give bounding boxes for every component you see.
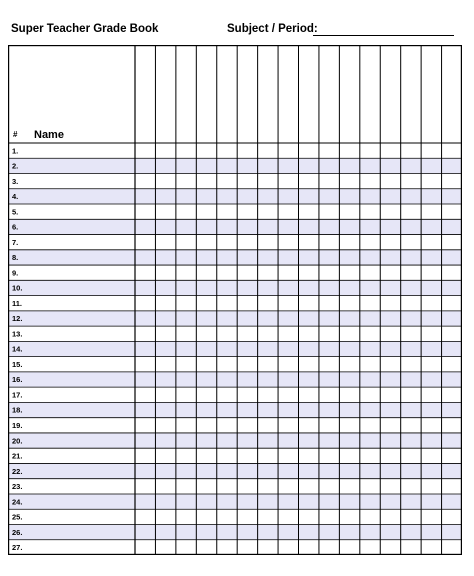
row-number: 16.: [12, 375, 23, 385]
row-shading: [8, 494, 462, 509]
row-number: 10.: [12, 283, 23, 293]
row-number: 4.: [12, 192, 19, 202]
row-number: 27.: [12, 543, 23, 553]
name-column-header: Name: [34, 129, 64, 141]
row-shading: [8, 433, 462, 448]
row-shading: [8, 341, 462, 356]
row-number: 9.: [12, 268, 19, 278]
row-shading: [8, 250, 462, 265]
row-shading: [8, 280, 462, 295]
row-shading: [8, 158, 462, 173]
row-shading: [8, 311, 462, 326]
row-shading: [8, 372, 462, 387]
row-number: 12.: [12, 314, 23, 324]
row-number: 21.: [12, 451, 23, 461]
row-number: 24.: [12, 497, 23, 507]
subject-period-label: Subject / Period:: [227, 23, 318, 35]
subject-period-field[interactable]: [313, 35, 454, 36]
row-number: 26.: [12, 527, 23, 537]
gradebook-title: Super Teacher Grade Book: [11, 23, 159, 35]
gradebook-table: [8, 45, 462, 555]
number-column-header: #: [13, 130, 18, 139]
row-number: 13.: [12, 329, 23, 339]
row-shading: [8, 463, 462, 478]
row-shading: [8, 189, 462, 204]
row-number: 11.: [12, 298, 23, 308]
row-number: 19.: [12, 420, 23, 430]
row-shading: [8, 219, 462, 234]
row-shading: [8, 524, 462, 539]
row-number: 3.: [12, 176, 19, 186]
row-number: 15.: [12, 359, 23, 369]
row-number: 14.: [12, 344, 23, 354]
row-number: 6.: [12, 222, 19, 232]
row-number: 7.: [12, 237, 19, 247]
row-number: 25.: [12, 512, 23, 522]
row-number: 22.: [12, 466, 23, 476]
row-number: 8.: [12, 253, 19, 263]
row-shading: [8, 402, 462, 417]
row-number: 17.: [12, 390, 23, 400]
row-number: 20.: [12, 436, 23, 446]
row-number: 2.: [12, 161, 19, 171]
row-number: 18.: [12, 405, 23, 415]
row-number: 23.: [12, 482, 23, 492]
row-number: 1.: [12, 146, 19, 156]
row-number: 5.: [12, 207, 19, 217]
